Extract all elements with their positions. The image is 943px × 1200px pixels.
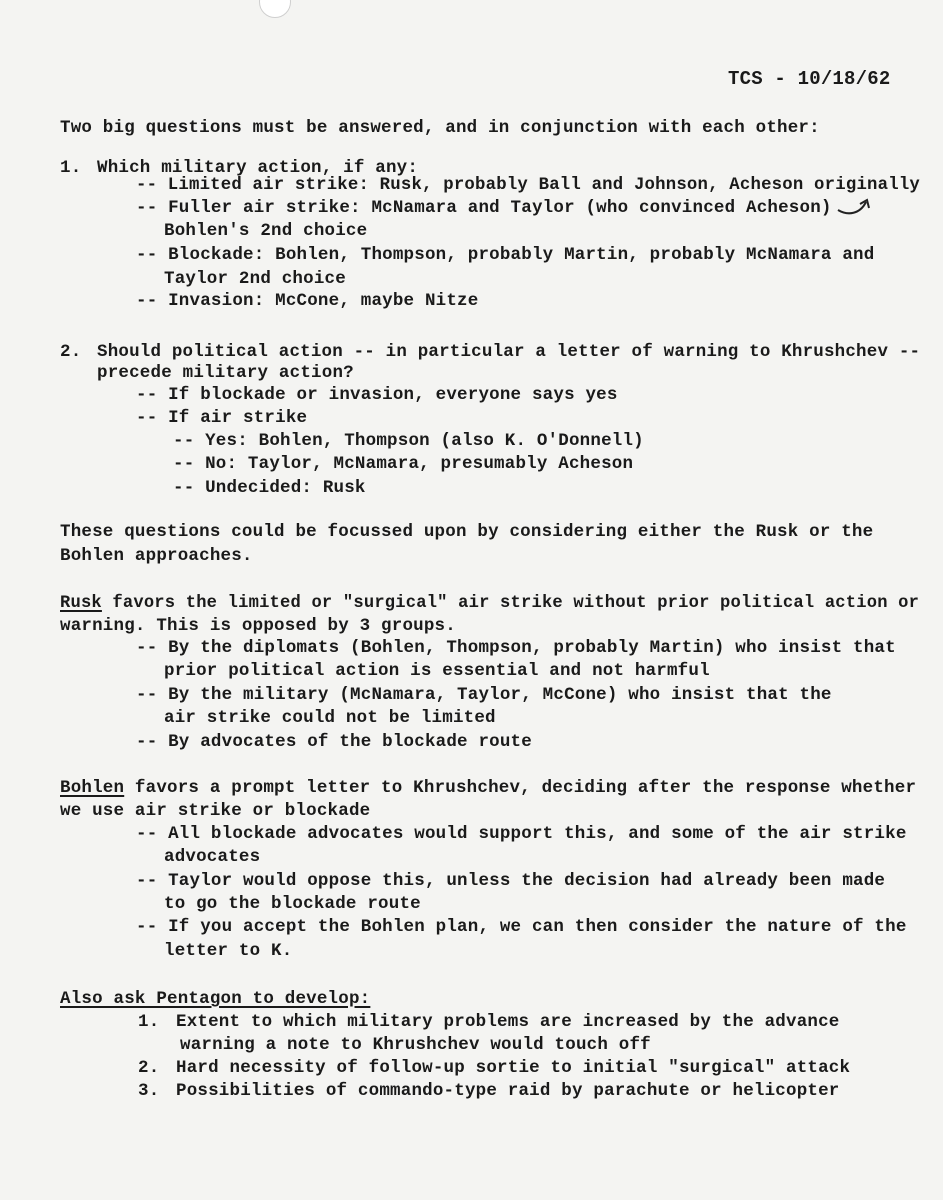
q2-number: 2. bbox=[60, 342, 82, 362]
pentagon-item-text: Hard necessity of follow-up sortie to initial "surgical" attack bbox=[176, 1058, 851, 1078]
rusk-item: -- By the diplomats (Bohlen, Thompson, probably Martin) who insist that bbox=[136, 638, 896, 658]
rusk-paragraph-line bbox=[60, 592, 919, 614]
q1-title: Which military action, if any: bbox=[97, 158, 419, 178]
bohlen-item: -- Taylor would oppose this, unless the decision had already been made bbox=[136, 871, 886, 891]
pentagon-item-text: Possibilities of commando-type raid by parachute or helicopter bbox=[176, 1081, 840, 1101]
q1-item: -- Invasion: McCone, maybe Nitze bbox=[136, 291, 479, 311]
bohlen-paragraph-line: we use air strike or blockade bbox=[60, 801, 371, 821]
bohlen-item-continuation: letter to K. bbox=[164, 941, 293, 961]
bohlen-item: -- All blockade advocates would support this, and some of the air strike bbox=[136, 824, 907, 844]
rusk-item-continuation: air strike could not be limited bbox=[164, 708, 496, 728]
pentagon-item-number: 3. bbox=[138, 1081, 160, 1101]
q1-item-continuation: Taylor 2nd choice bbox=[164, 269, 346, 289]
pentagon-heading: Also ask Pentagon to develop: bbox=[60, 989, 371, 1009]
pentagon-item-number: 2. bbox=[138, 1058, 160, 1078]
q1-item: -- Limited air strike: Rusk, probably Ball and Johnson, Acheson originally bbox=[136, 175, 921, 195]
q1-item-continuation: Bohlen's 2nd choice bbox=[164, 221, 368, 241]
document-reference: TCS - 10/18/62 bbox=[728, 68, 891, 90]
bohlen-item-continuation: to go the blockade route bbox=[164, 894, 421, 914]
q2-subitem: -- Yes: Bohlen, Thompson (also K. O'Donnell) bbox=[173, 431, 644, 451]
pentagon-item-number: 1. bbox=[138, 1012, 160, 1032]
q1-item: -- Fuller air strike: McNamara and Taylor (who convinced Acheson) bbox=[136, 198, 832, 218]
q1-item: -- Blockade: Bohlen, Thompson, probably Martin, probably McNamara and bbox=[136, 245, 875, 265]
focus-line: Bohlen approaches. bbox=[60, 546, 253, 566]
bohlen-item: -- If you accept the Bohlen plan, we can then consider the nature of the bbox=[136, 917, 907, 937]
bohlen-name: Bohlen bbox=[60, 778, 125, 798]
q2-item: -- If blockade or invasion, everyone says yes bbox=[136, 385, 618, 405]
rusk-item: -- By advocates of the blockade route bbox=[136, 732, 532, 752]
punch-hole bbox=[259, 0, 291, 18]
intro-line: Two big questions must be answered, and in conjunction with each other: bbox=[60, 118, 820, 138]
focus-line: These questions could be focussed upon by considering either the Rusk or the bbox=[60, 522, 874, 542]
rusk-name: Rusk bbox=[60, 593, 102, 613]
q2-title-continuation: precede military action? bbox=[97, 363, 354, 383]
rusk-text: favors the limited or "surgical" air strike without prior political action or bbox=[101, 593, 920, 613]
bohlen-item-continuation: advocates bbox=[164, 847, 261, 867]
q2-item: -- If air strike bbox=[136, 408, 308, 428]
rusk-item: -- By the military (McNamara, Taylor, McCone) who insist that the bbox=[136, 685, 832, 705]
rusk-paragraph-line: warning. This is opposed by 3 groups. bbox=[60, 616, 456, 636]
pentagon-item-text: Extent to which military problems are increased by the advance bbox=[176, 1012, 840, 1032]
q2-title: Should political action -- in particular a letter of warning to Khrushchev -- bbox=[97, 342, 921, 362]
rusk-item-continuation: prior political action is essential and not harmful bbox=[164, 661, 710, 681]
pentagon-item-text: warning a note to Khrushchev would touch off bbox=[180, 1035, 651, 1055]
q2-subitem: -- Undecided: Rusk bbox=[173, 478, 366, 498]
bohlen-text: favors a prompt letter to Khrushchev, deciding after the response whether bbox=[124, 778, 917, 798]
q2-subitem: -- No: Taylor, McNamara, presumably Acheson bbox=[173, 454, 634, 474]
handwritten-arrow-icon bbox=[836, 196, 876, 218]
q1-number: 1. bbox=[60, 158, 82, 178]
bohlen-paragraph-line bbox=[60, 777, 916, 799]
